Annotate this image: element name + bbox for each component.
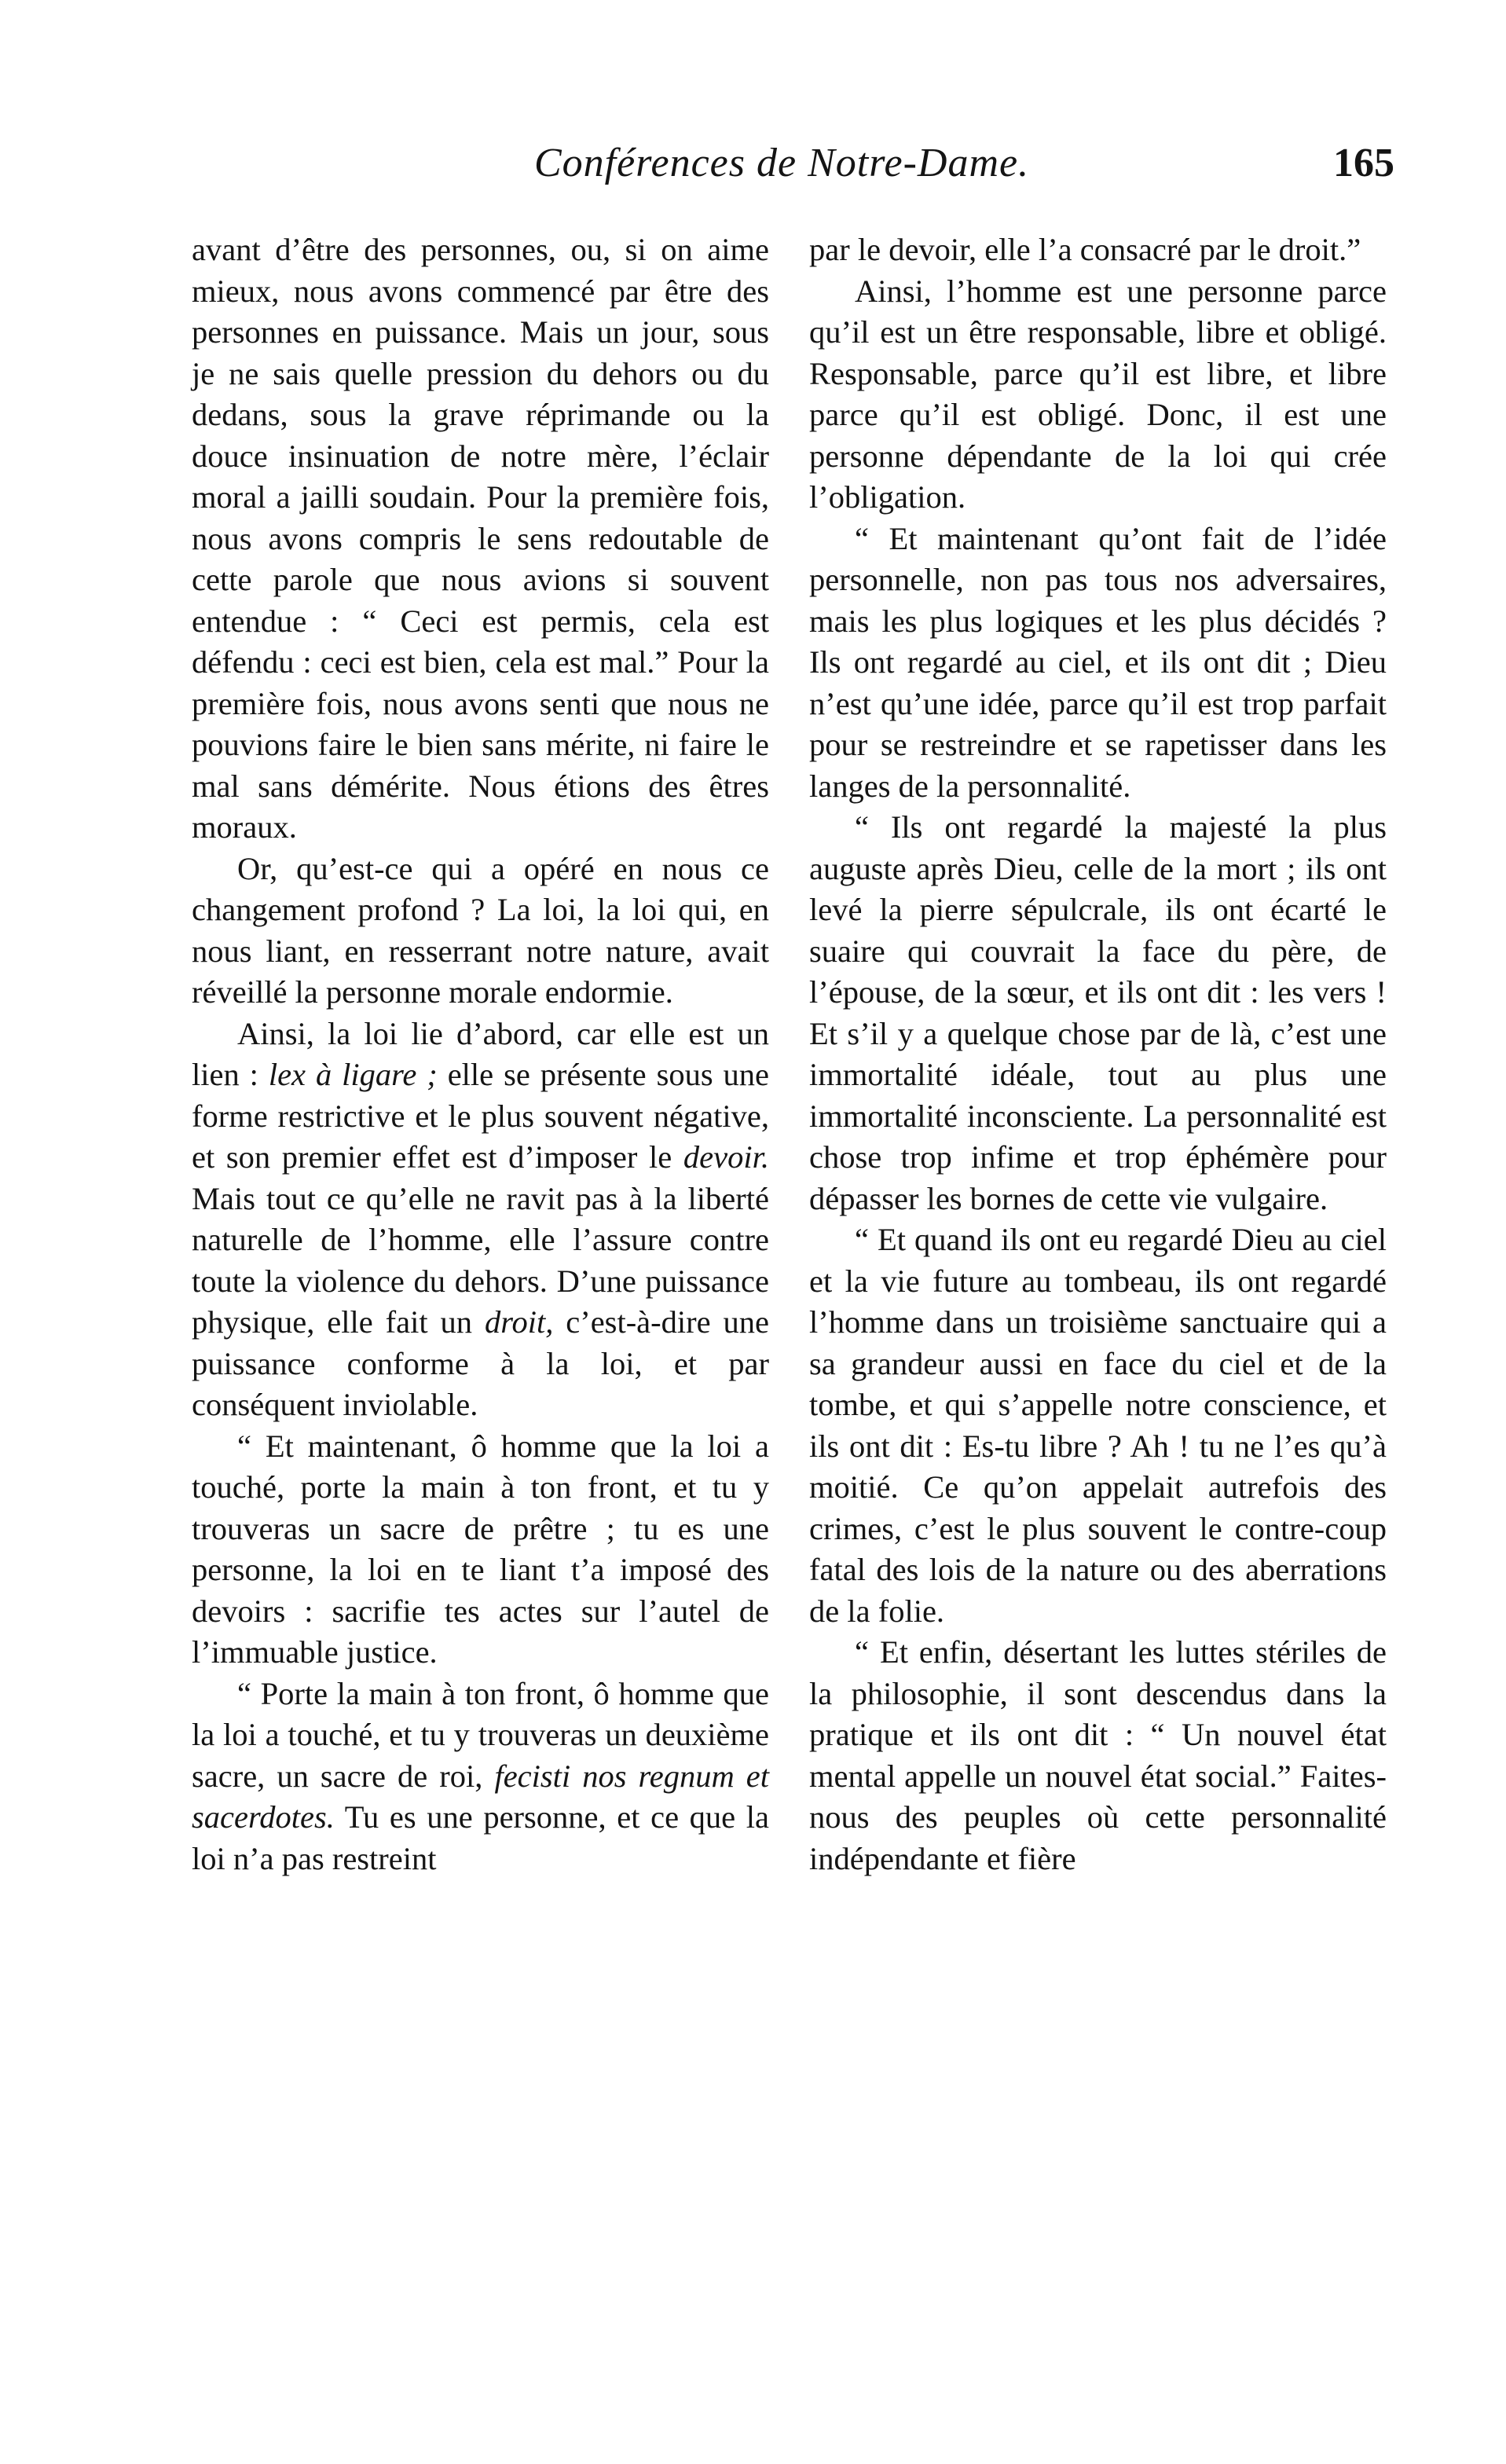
paragraph: par le devoir, elle l’a consacré par le droit.”: [809, 232, 1361, 267]
italic-term: droit,: [484, 1304, 554, 1340]
italic-term: devoir.: [683, 1139, 769, 1175]
paragraph: “ Et enfin, désertant les luttes stériles de la philosophie, il sont descendus dans la pratique et ils ont dit : “ Un nouvel état mental appelle un nouvel état social.” Faites-nous des peuples où cette personnalité indépendante et fière: [809, 1634, 1387, 1876]
paragraph: [192, 1674, 769, 1880]
left-column: [192, 229, 769, 1879]
text-run: Tu es une personne, et ce que la loi n’a pas restreint: [192, 1799, 769, 1876]
page-header: [189, 140, 1394, 203]
paragraph: “ Et maintenant, ô homme que la loi a touché, porte la main à ton front, et tu y trouveras un sacre de prêtre ; tu es une personne, la loi en te liant t’a imposé des devoirs : sacrifie tes actes sur l’autel de l’immuable justice.: [192, 1428, 769, 1670]
paragraph: “ Et quand ils ont eu regardé Dieu au ciel et la vie future au tombeau, ils ont regardé l’homme dans un troisième sanctuaire qui a sa grandeur aussi en face du ciel et de la tombe, et qui s’appelle notre conscience, et ils ont dit : Es-tu libre ? Ah ! tu ne l’es qu’à moitié. Ce qu’on appelait autrefois des crimes, c’est le plus souvent le contre-coup fatal des lois de la nature ou des aberrations de la folie.: [809, 1222, 1387, 1629]
right-column: [809, 229, 1387, 1879]
paragraph: avant d’être des personnes, ou, si on aime mieux, nous avons commencé par être des personnes en puissance. Mais un jour, sous je ne sais quelle pression du dehors ou du dedans, sous la grave réprimande ou la douce insinuation de notre mère, l’éclair moral a jailli soudain. Pour la première fois, nous avons compris le sens redoutable de cette parole que nous avions si souvent entendue : “ Ceci est permis, cela est défendu : ceci est bien, cela est mal.” Pour la première fois, nous avons senti que nous ne pouvions faire le bien sans mérite, ni faire le mal sans démérite. Nous étions des êtres moraux.: [192, 232, 769, 845]
running-title: Conférences de Notre-Dame.: [534, 141, 1030, 185]
text-run: Ainsi, la loi lie d’abord, car elle est un lien :: [192, 1015, 769, 1092]
text-run: Mais tout ce qu’elle ne ravit pas à la liberté naturelle de l’homme, elle l’assure contre toute la violence du dehors. D’une puissance physique, elle fait un: [192, 1180, 769, 1340]
paragraph: Ainsi, l’homme est une personne parce qu’il est un être responsable, libre et obligé. Responsable, parce qu’il est libre, et libre parce qu’il est obligé. Donc, il est une personne dépendante de la loi qui crée l’obligation.: [809, 273, 1387, 515]
text-run: c’est-à-dire une puissance conforme à la loi, et par conséquent inviolable.: [192, 1304, 769, 1422]
latin-quote: lex à ligare ;: [268, 1057, 438, 1092]
paragraph: [192, 1014, 769, 1426]
paragraph: Or, qu’est-ce qui a opéré en nous ce changement profond ? La loi, la loi qui, en nous liant, en resserrant notre nature, avait réveillé la personne morale endormie.: [192, 850, 769, 1010]
paragraph: “ Et maintenant qu’ont fait de l’idée personnelle, non pas tous nos adversaires, mais les plus logiques et les plus décidés ? Ils ont regardé au ciel, et ils ont dit ; Dieu n’est qu’une idée, parce qu’il est trop parfait pour se restreindre et se rapetisser dans les langes de la personnalité.: [809, 520, 1387, 804]
page-number: 165: [1333, 141, 1394, 185]
paragraph: “ Ils ont regardé la majesté la plus auguste après Dieu, celle de la mort ; ils ont levé la pierre sépulcrale, ils ont écarté le suaire qui couvrait la face du père, de l’épouse, de la sœur, et ils ont dit : les vers ! Et s’il y a quelque chose par de là, c’est une immortalité idéale, tout au plus une immortalité inconsciente. La personnalité est chose trop infime et trop éphémère pour dépasser les bornes de cette vie vulgaire.: [809, 809, 1387, 1216]
text-run: elle se présente sous une forme restrictive et le plus souvent négative, et son premier effet est d’imposer le: [192, 1057, 770, 1175]
latin-quote: fecisti nos regnum et sacerdotes.: [192, 1758, 769, 1835]
text-run: “ Porte la main à ton front, ô homme que la loi a touché, et tu y trouveras un deuxième sacre, un sacre de roi,: [192, 1675, 769, 1794]
